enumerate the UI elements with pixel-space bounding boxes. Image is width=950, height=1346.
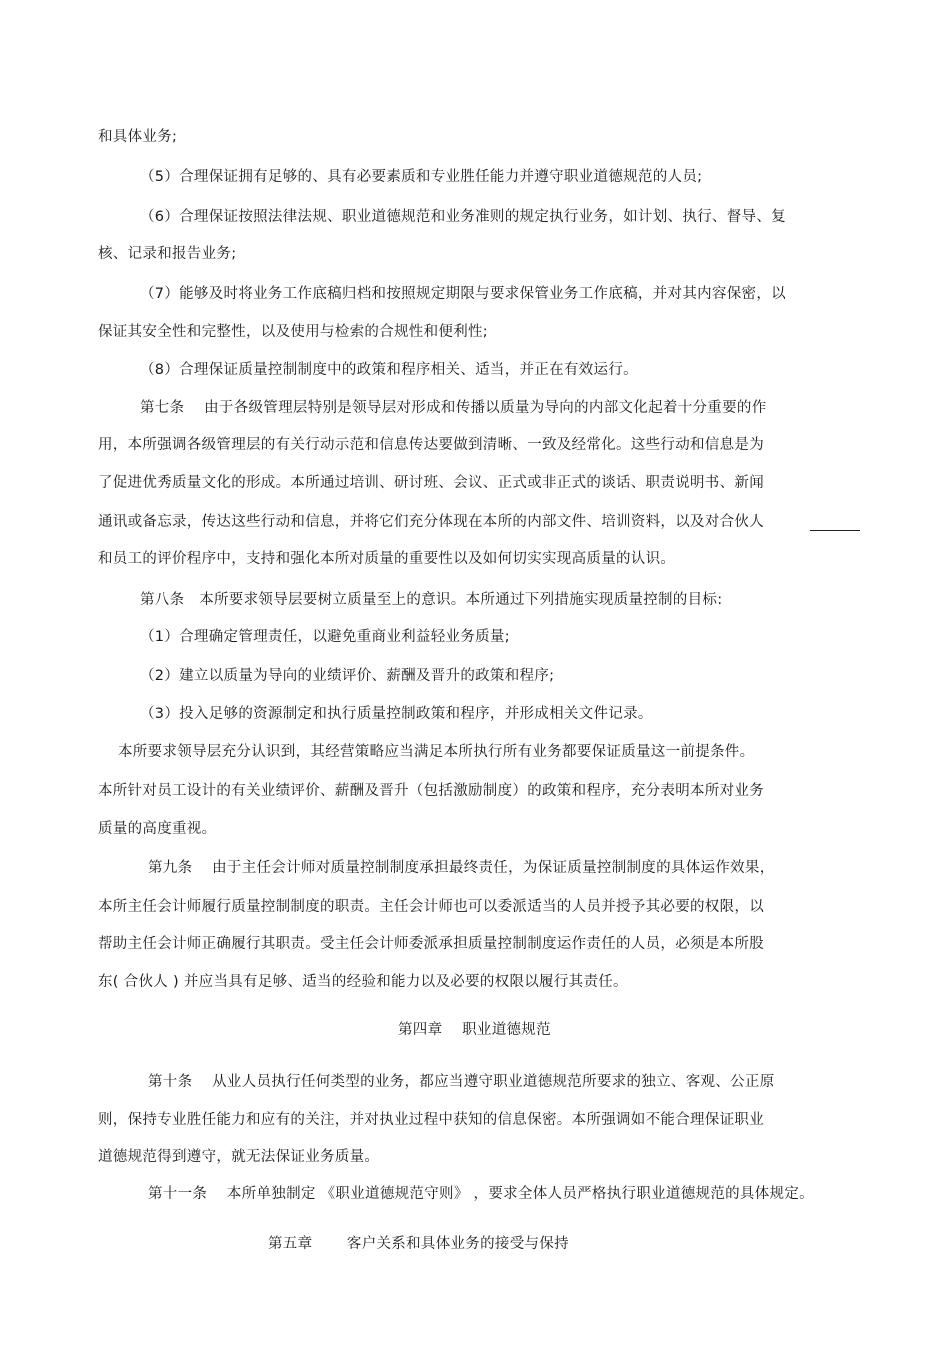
chapter-5-heading: 第五章 客户关系和具体业务的接受与保持 <box>268 1236 569 1252</box>
text-line: 保证其安全性和完整性，以及使用与检索的合规性和便利性; <box>98 324 488 340</box>
text-line: （5）合理保证拥有足够的、具有必要素质和专业胜任能力并遵守职业道德规范的人员; <box>140 169 703 185</box>
text-line: （7）能够及时将业务工作底稿归档和按照规定期限与要求保管业务工作底稿，并对其内容保密，以 <box>140 286 786 302</box>
article-8-line: 第八条 本所要求领导层要树立质量至上的意识。本所通过下列措施实现质量控制的目标: <box>140 592 723 608</box>
text-line: （1）合理确定管理责任，以避免重商业利益轻业务质量; <box>140 629 510 645</box>
chapter-4-heading: 第四章 职业道德规范 <box>398 1022 551 1038</box>
text-line: 用，本所强调各级管理层的有关行动示范和信息传达要做到清晰、一致及经常化。这些行动和信息是为 <box>98 437 764 453</box>
text-line: 通讯或备忘录，传达这些行动和信息，并将它们充分体现在本所的内部文件、培训资料，以及对合伙人 <box>98 514 764 530</box>
text-line: 东( 合伙人 ) 并应当具有足够、适当的经验和能力以及必要的权限以履行其责任。 <box>98 974 628 990</box>
text-line: 道德规范得到遵守，就无法保证业务质量。 <box>98 1149 380 1165</box>
text-line: 核、记录和报告业务; <box>98 246 237 262</box>
article-10-line: 第十条 从业人员执行任何类型的业务，都应当遵守职业道德规范所要求的独立、客观、公正原 <box>148 1074 775 1090</box>
text-line: （2）建立以质量为导向的业绩评价、薪酬及晋升的政策和程序; <box>140 668 555 684</box>
text-line: 质量的高度重视。 <box>98 821 217 837</box>
text-line: 则，保持专业胜任能力和应有的关注，并对执业过程中获知的信息保密。本所强调如不能合理保证职业 <box>98 1112 764 1128</box>
text-line: （3）投入足够的资源制定和执行质量控制政策和程序，并形成相关文件记录。 <box>140 706 653 722</box>
text-line: 和员工的评价程序中，支持和强化本所对质量的重要性以及如何切实实现高质量的认识。 <box>98 551 676 567</box>
text-line: 本所针对员工设计的有关业绩评价、薪酬及晋升（包括激励制度）的政策和程序，充分表明本所对业务 <box>98 783 764 799</box>
article-7-line: 第七条 由于各级管理层特别是领导层对形成和传播以质量为导向的内部文化起着十分重要的作 <box>140 400 767 416</box>
text-line: 本所主任会计师履行质量控制制度的职责。主任会计师也可以委派适当的人员并授予其必要的权限，以 <box>98 899 764 915</box>
text-line: （8）合理保证质量控制制度中的政策和程序相关、适当，并正在有效运行。 <box>140 362 638 378</box>
article-11-line: 第十一条 本所单独制定 《职业道德规范守则》 ，要求全体人员严格执行职业道德规范的具体规定。 <box>148 1186 814 1202</box>
text-line: （6）合理保证按照法律法规、职业道德规范和业务准则的规定执行业务，如计划、执行、督导、复 <box>140 209 786 225</box>
text-line: 了促进优秀质量文化的形成。本所通过培训、研讨班、会议、正式或非正式的谈话、职责说明书、新闻 <box>98 475 764 491</box>
text-line: 本所要求领导层充分认识到，其经营策略应当满足本所执行所有业务都要保证质量这一前提条件。 <box>118 744 755 760</box>
text-line: 和具体业务; <box>98 129 178 145</box>
article-9-line: 第九条 由于主任会计师对质量控制制度承担最终责任，为保证质量控制制度的具体运作效果， <box>148 860 775 876</box>
underline-mark <box>810 530 860 531</box>
text-line: 帮助主任会计师正确履行其职责。受主任会计师委派承担质量控制制度运作责任的人员，必须是本所股 <box>98 936 764 952</box>
